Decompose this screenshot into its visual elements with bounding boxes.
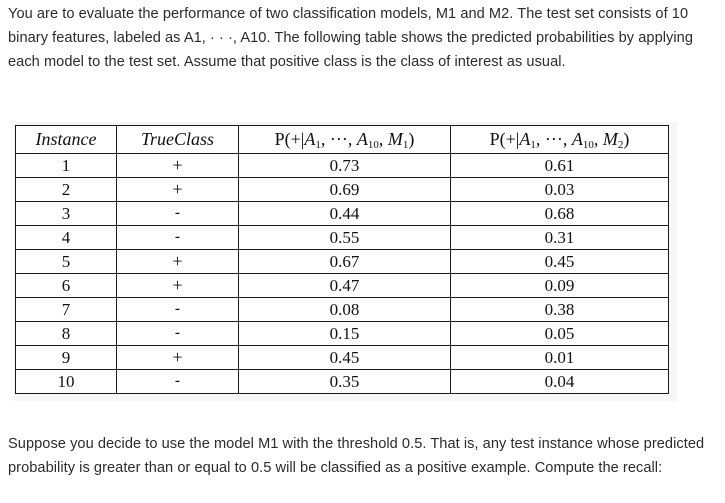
prob-m2-cell: 0.04 xyxy=(451,370,669,394)
prob-m1-cell: 0.45 xyxy=(239,346,451,370)
prob-m1-cell: 0.55 xyxy=(239,226,451,250)
true-class-cell: - xyxy=(117,298,239,322)
header-prob-m2 xyxy=(451,126,669,154)
true-class-cell: - xyxy=(117,370,239,394)
instance-cell: 10 xyxy=(16,370,117,394)
header-true-class: TrueClass xyxy=(117,126,239,154)
instance-cell: 7 xyxy=(16,298,117,322)
true-class-cell: + xyxy=(117,346,239,370)
prob-m2-cell: 0.45 xyxy=(451,250,669,274)
prob-m2-cell: 0.68 xyxy=(451,202,669,226)
prob-m2-cell: 0.05 xyxy=(451,322,669,346)
question-paragraph: Suppose you decide to use the model M1 with the threshold 0.5. That is, any test instance whose predicted probability is greater than or equal to 0.5 will be classified as a positive example. Compute the recall: xyxy=(8,436,705,476)
table-body xyxy=(16,154,669,394)
prob-m1-cell: 0.67 xyxy=(239,250,451,274)
true-class-cell: - xyxy=(117,322,239,346)
prob-m1-cell: 0.44 xyxy=(239,202,451,226)
prob-m1-cell: 0.47 xyxy=(239,274,451,298)
table-row xyxy=(16,322,669,346)
probability-table-container xyxy=(14,122,677,401)
table-row xyxy=(16,226,669,250)
intro-paragraph: You are to evaluate the performance of two classification models, M1 and M2. The test set consists of 10 binary features, labeled as A1, · · ·, A10. The following table shows the predicted probabilities by applying each model to the test set. Assume that positive class is the class of interest as usual. xyxy=(8,6,693,70)
table-row xyxy=(16,346,669,370)
table-row xyxy=(16,298,669,322)
instance-cell: 9 xyxy=(16,346,117,370)
prob-m2-cell: 0.61 xyxy=(451,154,669,178)
instance-cell: 2 xyxy=(16,178,117,202)
instance-cell: 6 xyxy=(16,274,117,298)
prob-m1-cell: 0.69 xyxy=(239,178,451,202)
instance-cell: 1 xyxy=(16,154,117,178)
instance-cell: 5 xyxy=(16,250,117,274)
header-prob-m2-formula: $P(+|A_1$, ···, $A_{10}$, $M_2$) xyxy=(489,129,630,151)
prob-m1-cell: 0.35 xyxy=(239,370,451,394)
prob-m1-cell: 0.08 xyxy=(239,298,451,322)
true-class-cell: + xyxy=(117,178,239,202)
true-class-cell: + xyxy=(117,154,239,178)
instance-cell: 8 xyxy=(16,322,117,346)
true-class-cell: - xyxy=(117,202,239,226)
prob-m2-cell: 0.09 xyxy=(451,274,669,298)
header-instance: Instance xyxy=(16,126,117,154)
prob-m2-cell: 0.01 xyxy=(451,346,669,370)
table-row xyxy=(16,370,669,394)
prob-m1-cell: 0.73 xyxy=(239,154,451,178)
prob-m1-cell: 0.15 xyxy=(239,322,451,346)
table-row xyxy=(16,202,669,226)
probability-table xyxy=(15,125,669,394)
table-row xyxy=(16,274,669,298)
prob-m2-cell: 0.03 xyxy=(451,178,669,202)
table-row xyxy=(16,250,669,274)
prob-m2-cell: 0.38 xyxy=(451,298,669,322)
true-class-cell: - xyxy=(117,226,239,250)
table-row xyxy=(16,178,669,202)
table-header-row xyxy=(16,126,669,154)
instance-cell: 4 xyxy=(16,226,117,250)
table-row xyxy=(16,154,669,178)
true-class-cell: + xyxy=(117,250,239,274)
header-prob-m1-formula: $P(+|A_1$, ···, $A_{10}$, $M_1$) xyxy=(274,129,415,151)
true-class-cell: + xyxy=(117,274,239,298)
instance-cell: 3 xyxy=(16,202,117,226)
prob-m2-cell: 0.31 xyxy=(451,226,669,250)
header-prob-m1 xyxy=(239,126,451,154)
